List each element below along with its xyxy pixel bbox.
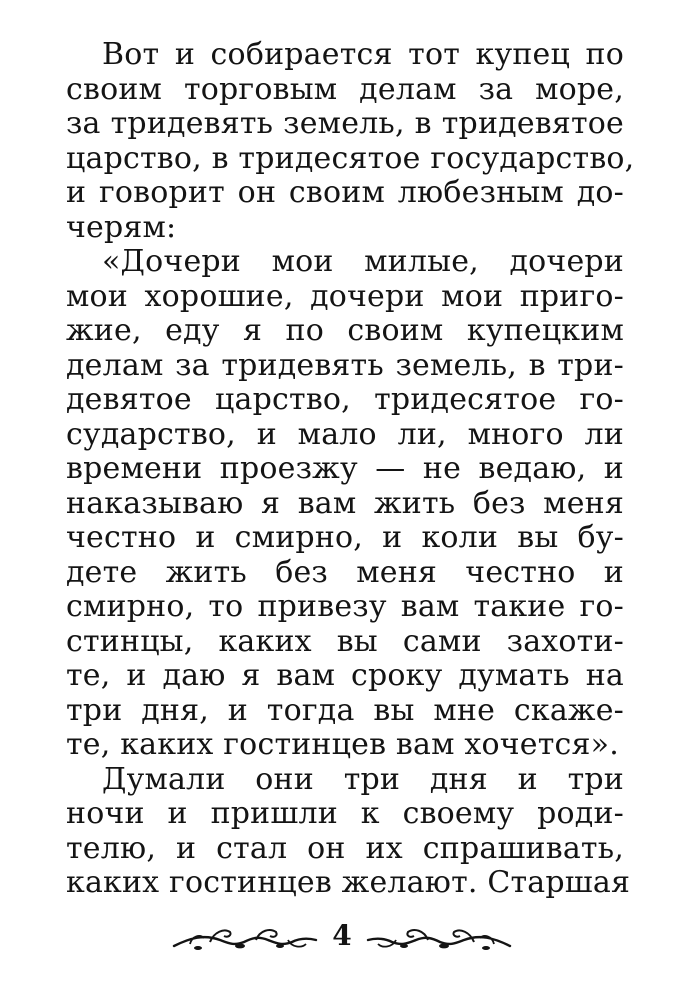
text-line: ночи и пришли к своему роди- bbox=[66, 796, 624, 831]
flourish-ornament-icon bbox=[170, 924, 320, 952]
text-line: дете жить без меня честно и bbox=[66, 554, 624, 590]
text-line: честно и смирно, и коли вы бу- bbox=[66, 520, 624, 555]
text-line: царство, в тридесятое государство, bbox=[66, 140, 635, 176]
text-line: «Дочери мои милые, дочери bbox=[102, 244, 624, 279]
text-line: черям: bbox=[66, 209, 177, 245]
text-line: смирно, то привезу вам такие го- bbox=[66, 589, 624, 624]
text-line: Вот и собирается тот купец по bbox=[102, 37, 624, 72]
body-text bbox=[66, 37, 635, 901]
text-line: сударство, и мало ли, много ли bbox=[66, 416, 624, 452]
text-line: те, каких гостинцев вам хочется». bbox=[66, 727, 619, 762]
text-line: три дня, и тогда вы мне скаже- bbox=[66, 692, 624, 728]
text-line: и говорит он своим любезным до- bbox=[66, 175, 624, 210]
text-line: наказываю я вам жить без меня bbox=[66, 485, 624, 521]
text-line: стинцы, каких вы сами захоти- bbox=[66, 623, 624, 659]
page-number: 4 bbox=[332, 919, 352, 952]
flourish-ornament-icon bbox=[364, 924, 514, 952]
page-footer bbox=[160, 918, 524, 958]
text-line: за тридевять земель, в тридевятое bbox=[66, 106, 624, 141]
text-line: делам за тридевять земель, в три- bbox=[66, 347, 624, 383]
text-line: своим торговым делам за море, bbox=[66, 71, 624, 107]
text-line: Думали они три дня и три bbox=[102, 761, 624, 797]
text-line: жие, еду я по своим купецким bbox=[66, 313, 624, 348]
text-line: девятое царство, тридесятое го- bbox=[66, 382, 624, 417]
text-line: каких гостинцев желают. Старшая bbox=[66, 865, 631, 900]
text-line: те, и даю я вам сроку думать на bbox=[66, 658, 624, 693]
text-line: телю, и стал он их спрашивать, bbox=[66, 830, 624, 866]
text-line: мои хорошие, дочери мои приго- bbox=[66, 278, 624, 314]
text-line: времени проезжу — не ведаю, и bbox=[66, 451, 624, 486]
